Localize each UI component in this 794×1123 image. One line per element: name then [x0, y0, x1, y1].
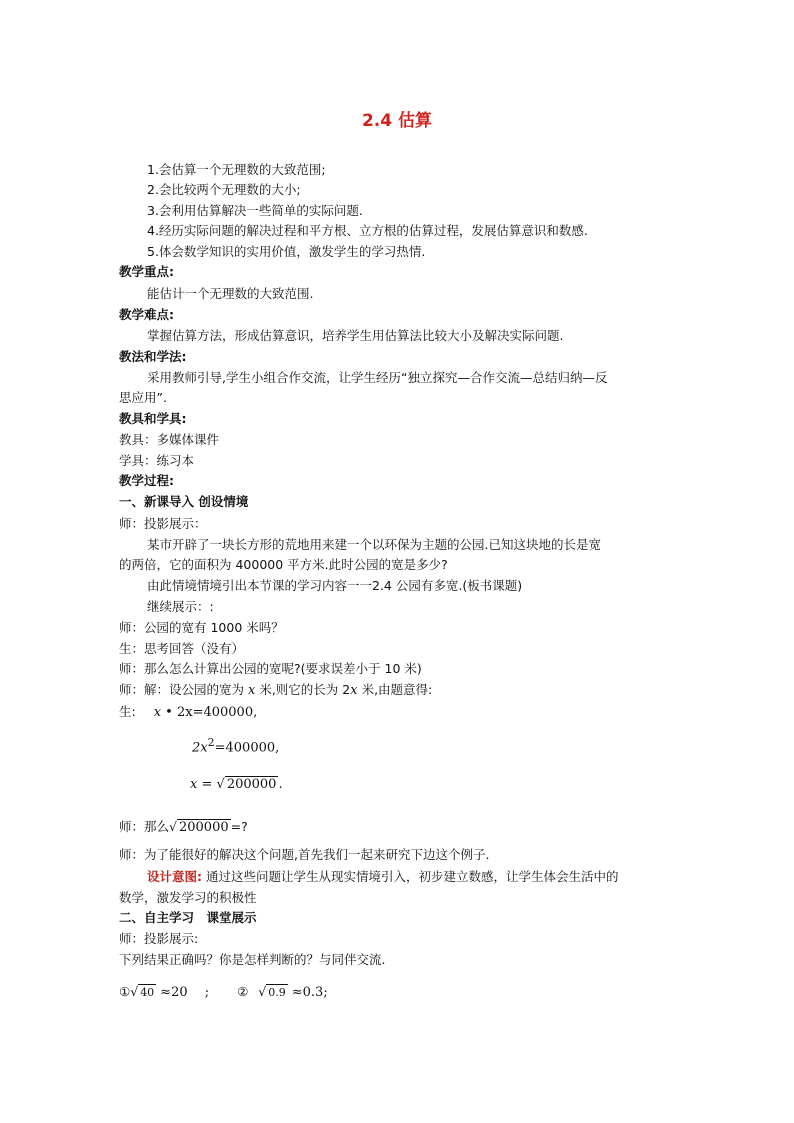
eq3-end: . — [278, 777, 283, 792]
section-2-heading: 二、自主学习 课堂展示 — [119, 910, 257, 925]
difficulty-heading: 教学难点: — [119, 307, 174, 322]
radical-sign-icon: √ — [258, 984, 267, 999]
tools-teacher: 教具：多媒体课件 — [119, 432, 220, 447]
method-line-1: 采用教师引导,学生小组合作交流，让学生经历“独立探究—合作交流—总结归纳—反 — [147, 370, 608, 385]
section-1-heading: 一、新课导入 创设情境 — [119, 494, 249, 509]
s1-student-label: 生: — [119, 704, 136, 719]
radical-sign-icon: √ — [216, 777, 225, 792]
s1-solve-mid: 米,则它的长为 2 — [259, 682, 351, 697]
s1-student-line — [119, 702, 257, 723]
s1-answer-1: 生：思考回答（没有） — [119, 641, 245, 656]
method-heading: 教法和学法: — [119, 349, 187, 364]
objective-5: 5.体会数学知识的实用价值，激发学生的学习热情. — [147, 244, 426, 259]
design-label: 设计意图: — [147, 869, 202, 884]
s2-question: 下列结果正确吗？你是怎样判断的？与同伴交流. — [119, 952, 386, 967]
eq1-rest: • 2x=400000, — [161, 705, 258, 720]
s1-teacher-show: 师：投影展示： — [119, 516, 207, 531]
example-line — [119, 982, 328, 1003]
s1-solve-prefix: 师：解：设公园的宽为 — [119, 682, 245, 697]
key-points-heading: 教学重点: — [119, 264, 174, 279]
equation-3 — [190, 775, 283, 795]
s1-problem-line-1: 某市开辟了一块长方形的荒地用来建一个以环保为主题的公园.已知这块地的长是宽 — [147, 537, 601, 552]
method-line-2: 思应用”. — [119, 390, 167, 405]
s1-solve-var-2: x — [350, 683, 358, 698]
objective-4: 4.经历实际问题的解决过程和平方根、立方根的估算过程，发展估算意识和数感. — [147, 223, 588, 238]
q-example: 师：为了能很好的解决这个问题,首先我们一起来研究下边这个例子. — [119, 847, 490, 862]
objective-2: 2.会比较两个无理数的大小; — [147, 182, 301, 197]
q-then-line — [119, 817, 248, 837]
q-then-suffix: =? — [230, 819, 248, 834]
page-title: 2.4 估算 — [361, 111, 433, 131]
s1-solve-line — [119, 680, 432, 701]
s1-intro: 由此情境情境引出本节课的学习内容一一2.4 公园有多宽.(板书课题) — [147, 578, 523, 593]
s1-question-1: 师：公园的宽有 1000 米吗？ — [119, 620, 284, 635]
eq3-lhs: x — [190, 777, 198, 792]
eq2-coef: 2x — [192, 740, 208, 756]
s1-solve-var: x — [248, 683, 256, 698]
key-points-text: 能估计一个无理数的大致范围. — [147, 286, 314, 301]
s1-solve-suffix: 米,由题意得: — [361, 682, 433, 697]
equation-2 — [192, 733, 279, 758]
radical-sign-icon: √ — [130, 984, 139, 999]
design-line-1 — [147, 867, 619, 887]
tools-heading: 教具和学具: — [119, 411, 187, 426]
eq2-rest: =400000, — [214, 740, 280, 756]
design-text-1: 通过这些问题让学生从现实情境引入，初步建立数感，让学生体会生活中的 — [205, 869, 619, 884]
s1-question-2: 师：那么怎么计算出公园的宽呢?(要求误差小于 10 米) — [119, 661, 422, 676]
s2-teacher-show: 师：投影展示: — [119, 931, 199, 946]
design-text-2: 数学，激发学习的积极性 — [119, 890, 257, 905]
tools-student: 学具：练习本 — [119, 453, 195, 468]
radical-sign-icon: √ — [169, 819, 177, 834]
ex1-rest: ≈20 ; — [160, 985, 210, 1000]
s1-continue: 继续展示：: — [147, 599, 214, 614]
ex2-radicand: 0.9 — [268, 986, 286, 999]
s1-problem-line-2: 的两倍，它的面积为 400000 平方米.此时公园的宽是多少? — [119, 557, 448, 572]
eq3-eq: = — [197, 777, 217, 792]
ex2-rest: ≈0.3; — [291, 985, 328, 1000]
objective-3: 3.会利用估算解决一些简单的实际问题. — [147, 203, 363, 218]
eq2-exp: 2 — [207, 736, 215, 749]
objective-1: 1.会估算一个无理数的大致范围; — [147, 162, 326, 177]
ex1-radicand: 40 — [140, 986, 155, 999]
q-then-radicand: 200000 — [178, 820, 229, 835]
eq3-radicand: 200000 — [226, 777, 277, 792]
process-heading: 教学过程: — [119, 473, 174, 488]
ex2-number: ② — [237, 984, 249, 999]
ex1-number: ① — [119, 984, 131, 999]
eq1-lhs: x — [153, 705, 162, 720]
q-then-prefix: 师：那么 — [119, 819, 170, 834]
difficulty-text: 掌握估算方法，形成估算意识，培养学生用估算法比较大小及解决实际问题. — [147, 328, 564, 343]
